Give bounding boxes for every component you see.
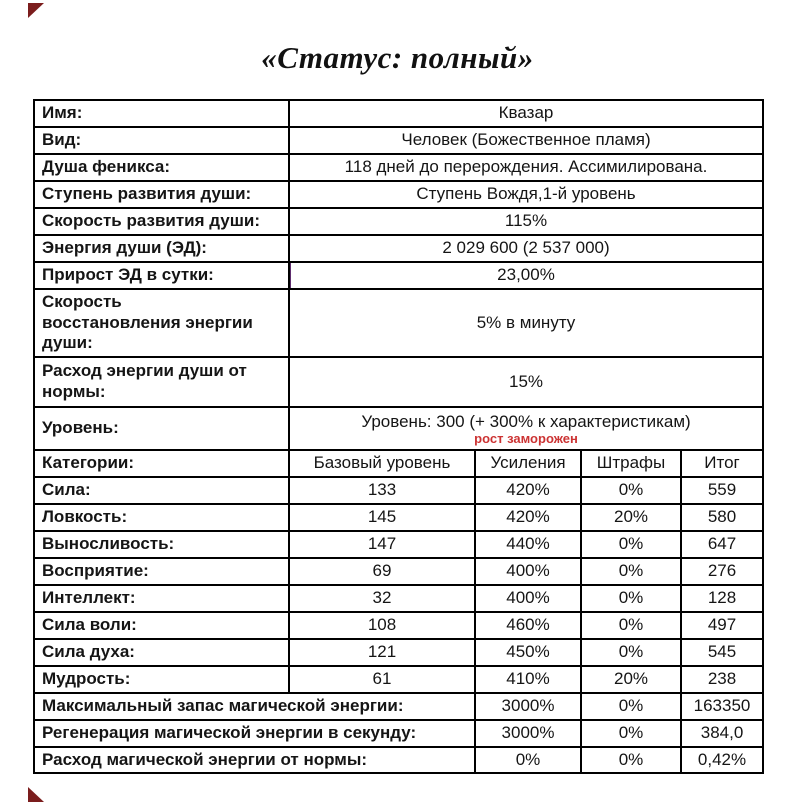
level-frozen-note: рост заморожен — [474, 430, 578, 446]
stat-boost: 420% — [475, 504, 581, 531]
stat-boost: 400% — [475, 585, 581, 612]
column-header-base: Базовый уровень — [289, 450, 475, 477]
table-row-strength — [34, 477, 763, 504]
table-row-kind — [34, 127, 763, 154]
stat-total: 497 — [681, 612, 763, 639]
stat-boost: 410% — [475, 666, 581, 693]
stat-base: 69 — [289, 558, 475, 585]
row-label: Вид: — [34, 127, 289, 154]
stat-penalty: 0% — [581, 531, 681, 558]
table-row-soul-energy — [34, 235, 763, 262]
stat-penalty: 0% — [581, 585, 681, 612]
stat-total: 545 — [681, 639, 763, 666]
stat-penalty: 0% — [581, 747, 681, 774]
row-value: 5% в минуту — [289, 289, 763, 357]
table-row-level — [34, 407, 763, 450]
stat-boost: 420% — [475, 477, 581, 504]
row-value — [289, 407, 763, 450]
row-label: Выносливость: — [34, 531, 289, 558]
stat-total: 559 — [681, 477, 763, 504]
stat-boost: 3000% — [475, 720, 581, 747]
stat-boost: 400% — [475, 558, 581, 585]
column-header-total: Итог — [681, 450, 763, 477]
row-label: Сила: — [34, 477, 289, 504]
row-value: 15% — [289, 357, 763, 407]
text-cursor — [289, 262, 291, 289]
row-label: Расход энергии души от нормы: — [34, 357, 289, 407]
stat-penalty: 20% — [581, 666, 681, 693]
row-value: 115% — [289, 208, 763, 235]
row-label: Категории: — [34, 450, 289, 477]
stat-penalty: 0% — [581, 558, 681, 585]
stat-base: 61 — [289, 666, 475, 693]
row-label: Сила воли: — [34, 612, 289, 639]
table-row-ed-growth — [34, 262, 763, 289]
stat-penalty: 0% — [581, 477, 681, 504]
page-title: «Статус: полный» — [261, 40, 534, 75]
row-label: Восприятие: — [34, 558, 289, 585]
row-label: Душа феникса: — [34, 154, 289, 181]
row-label: Расход магической энергии от нормы: — [34, 747, 475, 774]
stat-base: 32 — [289, 585, 475, 612]
stat-penalty: 0% — [581, 693, 681, 720]
table-row-mana-consumption — [34, 747, 763, 774]
table-row-soul-speed — [34, 208, 763, 235]
status-table — [33, 99, 764, 774]
table-row-recovery-speed — [34, 289, 763, 357]
table-row-max-mana — [34, 693, 763, 720]
stat-total: 384,0 — [681, 720, 763, 747]
stat-total: 647 — [681, 531, 763, 558]
stat-penalty: 0% — [581, 639, 681, 666]
stat-total: 0,42% — [681, 747, 763, 774]
table-row-categories-header — [34, 450, 763, 477]
row-value-text: 23,00% — [497, 265, 555, 285]
level-value: Уровень: 300 (+ 300% к характеристикам) — [361, 411, 691, 431]
table-row-name — [34, 100, 763, 127]
stat-base: 121 — [289, 639, 475, 666]
stat-boost: 3000% — [475, 693, 581, 720]
column-header-boosts: Усиления — [475, 450, 581, 477]
row-value: 2 029 600 (2 537 000) — [289, 235, 763, 262]
row-label: Максимальный запас магической энергии: — [34, 693, 475, 720]
table-row-spirit — [34, 639, 763, 666]
row-label: Имя: — [34, 100, 289, 127]
row-label: Регенерация магической энергии в секунду: — [34, 720, 475, 747]
row-value[interactable] — [289, 262, 763, 289]
row-label: Скорость восстановления энергии души: — [34, 289, 289, 357]
stat-base: 145 — [289, 504, 475, 531]
stat-penalty: 0% — [581, 612, 681, 639]
table-row-willpower — [34, 612, 763, 639]
stat-boost: 440% — [475, 531, 581, 558]
row-label: Интеллект: — [34, 585, 289, 612]
table-row-phoenix-soul — [34, 154, 763, 181]
table-row-intellect — [34, 585, 763, 612]
page-corner-icon-top — [28, 3, 44, 18]
stat-boost: 460% — [475, 612, 581, 639]
table-row-agility — [34, 504, 763, 531]
stat-total: 276 — [681, 558, 763, 585]
stat-penalty: 0% — [581, 720, 681, 747]
stat-total: 580 — [681, 504, 763, 531]
table-row-soul-consumption — [34, 357, 763, 407]
row-label: Сила духа: — [34, 639, 289, 666]
table-row-wisdom — [34, 666, 763, 693]
table-row-mana-regen — [34, 720, 763, 747]
stat-boost: 450% — [475, 639, 581, 666]
row-label: Энергия души (ЭД): — [34, 235, 289, 262]
stat-total: 128 — [681, 585, 763, 612]
row-value: 118 дней до перерождения. Ассимилирована. — [289, 154, 763, 181]
stat-base: 147 — [289, 531, 475, 558]
row-value: Квазар — [289, 100, 763, 127]
page-corner-icon-bottom — [28, 787, 44, 802]
row-label: Скорость развития души: — [34, 208, 289, 235]
stat-base: 133 — [289, 477, 475, 504]
row-label: Прирост ЭД в сутки: — [34, 262, 289, 289]
row-label: Ловкость: — [34, 504, 289, 531]
row-label: Уровень: — [34, 407, 289, 450]
stat-base: 108 — [289, 612, 475, 639]
stat-boost: 0% — [475, 747, 581, 774]
stat-total: 163350 — [681, 693, 763, 720]
row-label: Ступень развития души: — [34, 181, 289, 208]
stat-total: 238 — [681, 666, 763, 693]
table-row-perception — [34, 558, 763, 585]
stat-penalty: 20% — [581, 504, 681, 531]
column-header-penalties: Штрафы — [581, 450, 681, 477]
table-row-endurance — [34, 531, 763, 558]
row-value: Ступень Вождя,1-й уровень — [289, 181, 763, 208]
row-label: Мудрость: — [34, 666, 289, 693]
table-row-soul-stage — [34, 181, 763, 208]
row-value: Человек (Божественное пламя) — [289, 127, 763, 154]
